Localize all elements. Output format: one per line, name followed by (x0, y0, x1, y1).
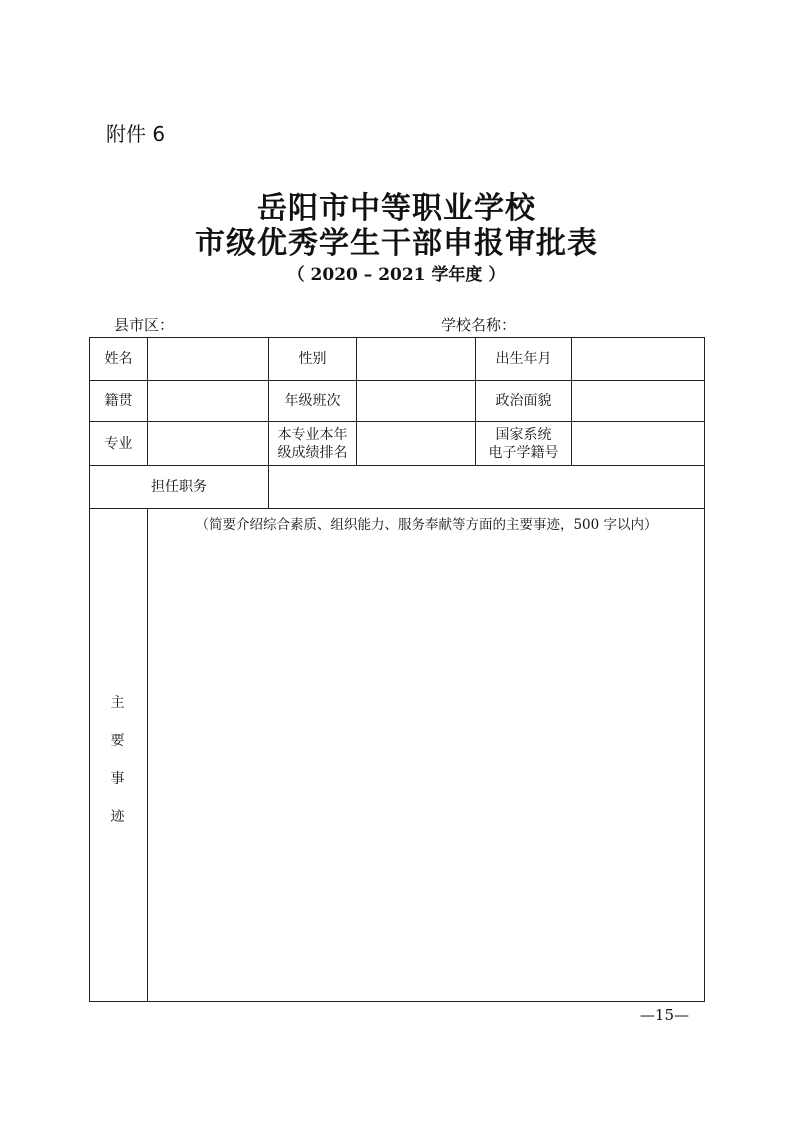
student-id-field[interactable] (572, 422, 704, 465)
page-number: —15— (639, 1006, 689, 1024)
name-label: 姓名 (104, 351, 133, 367)
grade-class-label: 年级班次 (284, 393, 341, 409)
position-field[interactable] (269, 466, 704, 508)
birth-label: 出生年月 (495, 351, 552, 367)
deeds-label-char-1: 主 (110, 695, 125, 711)
native-place-field[interactable] (148, 381, 268, 421)
application-form-table (89, 337, 705, 1002)
major-field[interactable] (148, 422, 268, 465)
position-label: 担任职务 (151, 479, 207, 495)
student-id-label-line1: 国家系统 (495, 426, 552, 443)
deeds-field[interactable] (148, 509, 704, 1002)
grade-rank-label-line1: 本专业本年 (277, 426, 348, 443)
major-label: 专业 (104, 435, 133, 452)
title-line-1: 岳阳市中等职业学校 (257, 191, 536, 226)
native-place-label: 籍贯 (104, 393, 133, 409)
deeds-hint: （简要介绍综合素质、组织能力、服务奉献等方面的主要事迹，500 字以内） (195, 517, 658, 533)
county-label: 县市区： (114, 316, 175, 334)
title-line-2: 市级优秀学生干部申报审批表 (195, 226, 598, 261)
gender-label: 性别 (298, 351, 327, 367)
political-status-label: 政治面貌 (495, 393, 552, 409)
deeds-label-char-2: 要 (110, 733, 125, 749)
grade-rank-field[interactable] (357, 422, 475, 465)
gender-field[interactable] (357, 338, 475, 380)
academic-year: （ 2020 – 2021 学年度 ） (287, 265, 506, 285)
name-field[interactable] (148, 338, 268, 380)
grade-rank-label (269, 422, 356, 465)
grade-rank-label-line2: 级成绩排名 (277, 444, 348, 461)
attachment-label: 附件 6 (106, 122, 166, 146)
birth-field[interactable] (572, 338, 704, 380)
political-status-field[interactable] (572, 381, 704, 421)
grade-class-field[interactable] (357, 381, 475, 421)
student-id-label-line2: 电子学籍号 (488, 444, 559, 461)
deeds-label-char-3: 事 (110, 771, 125, 787)
school-name-label: 学校名称： (441, 316, 517, 334)
deeds-label-char-4: 迹 (110, 809, 125, 825)
student-id-label (476, 422, 571, 465)
